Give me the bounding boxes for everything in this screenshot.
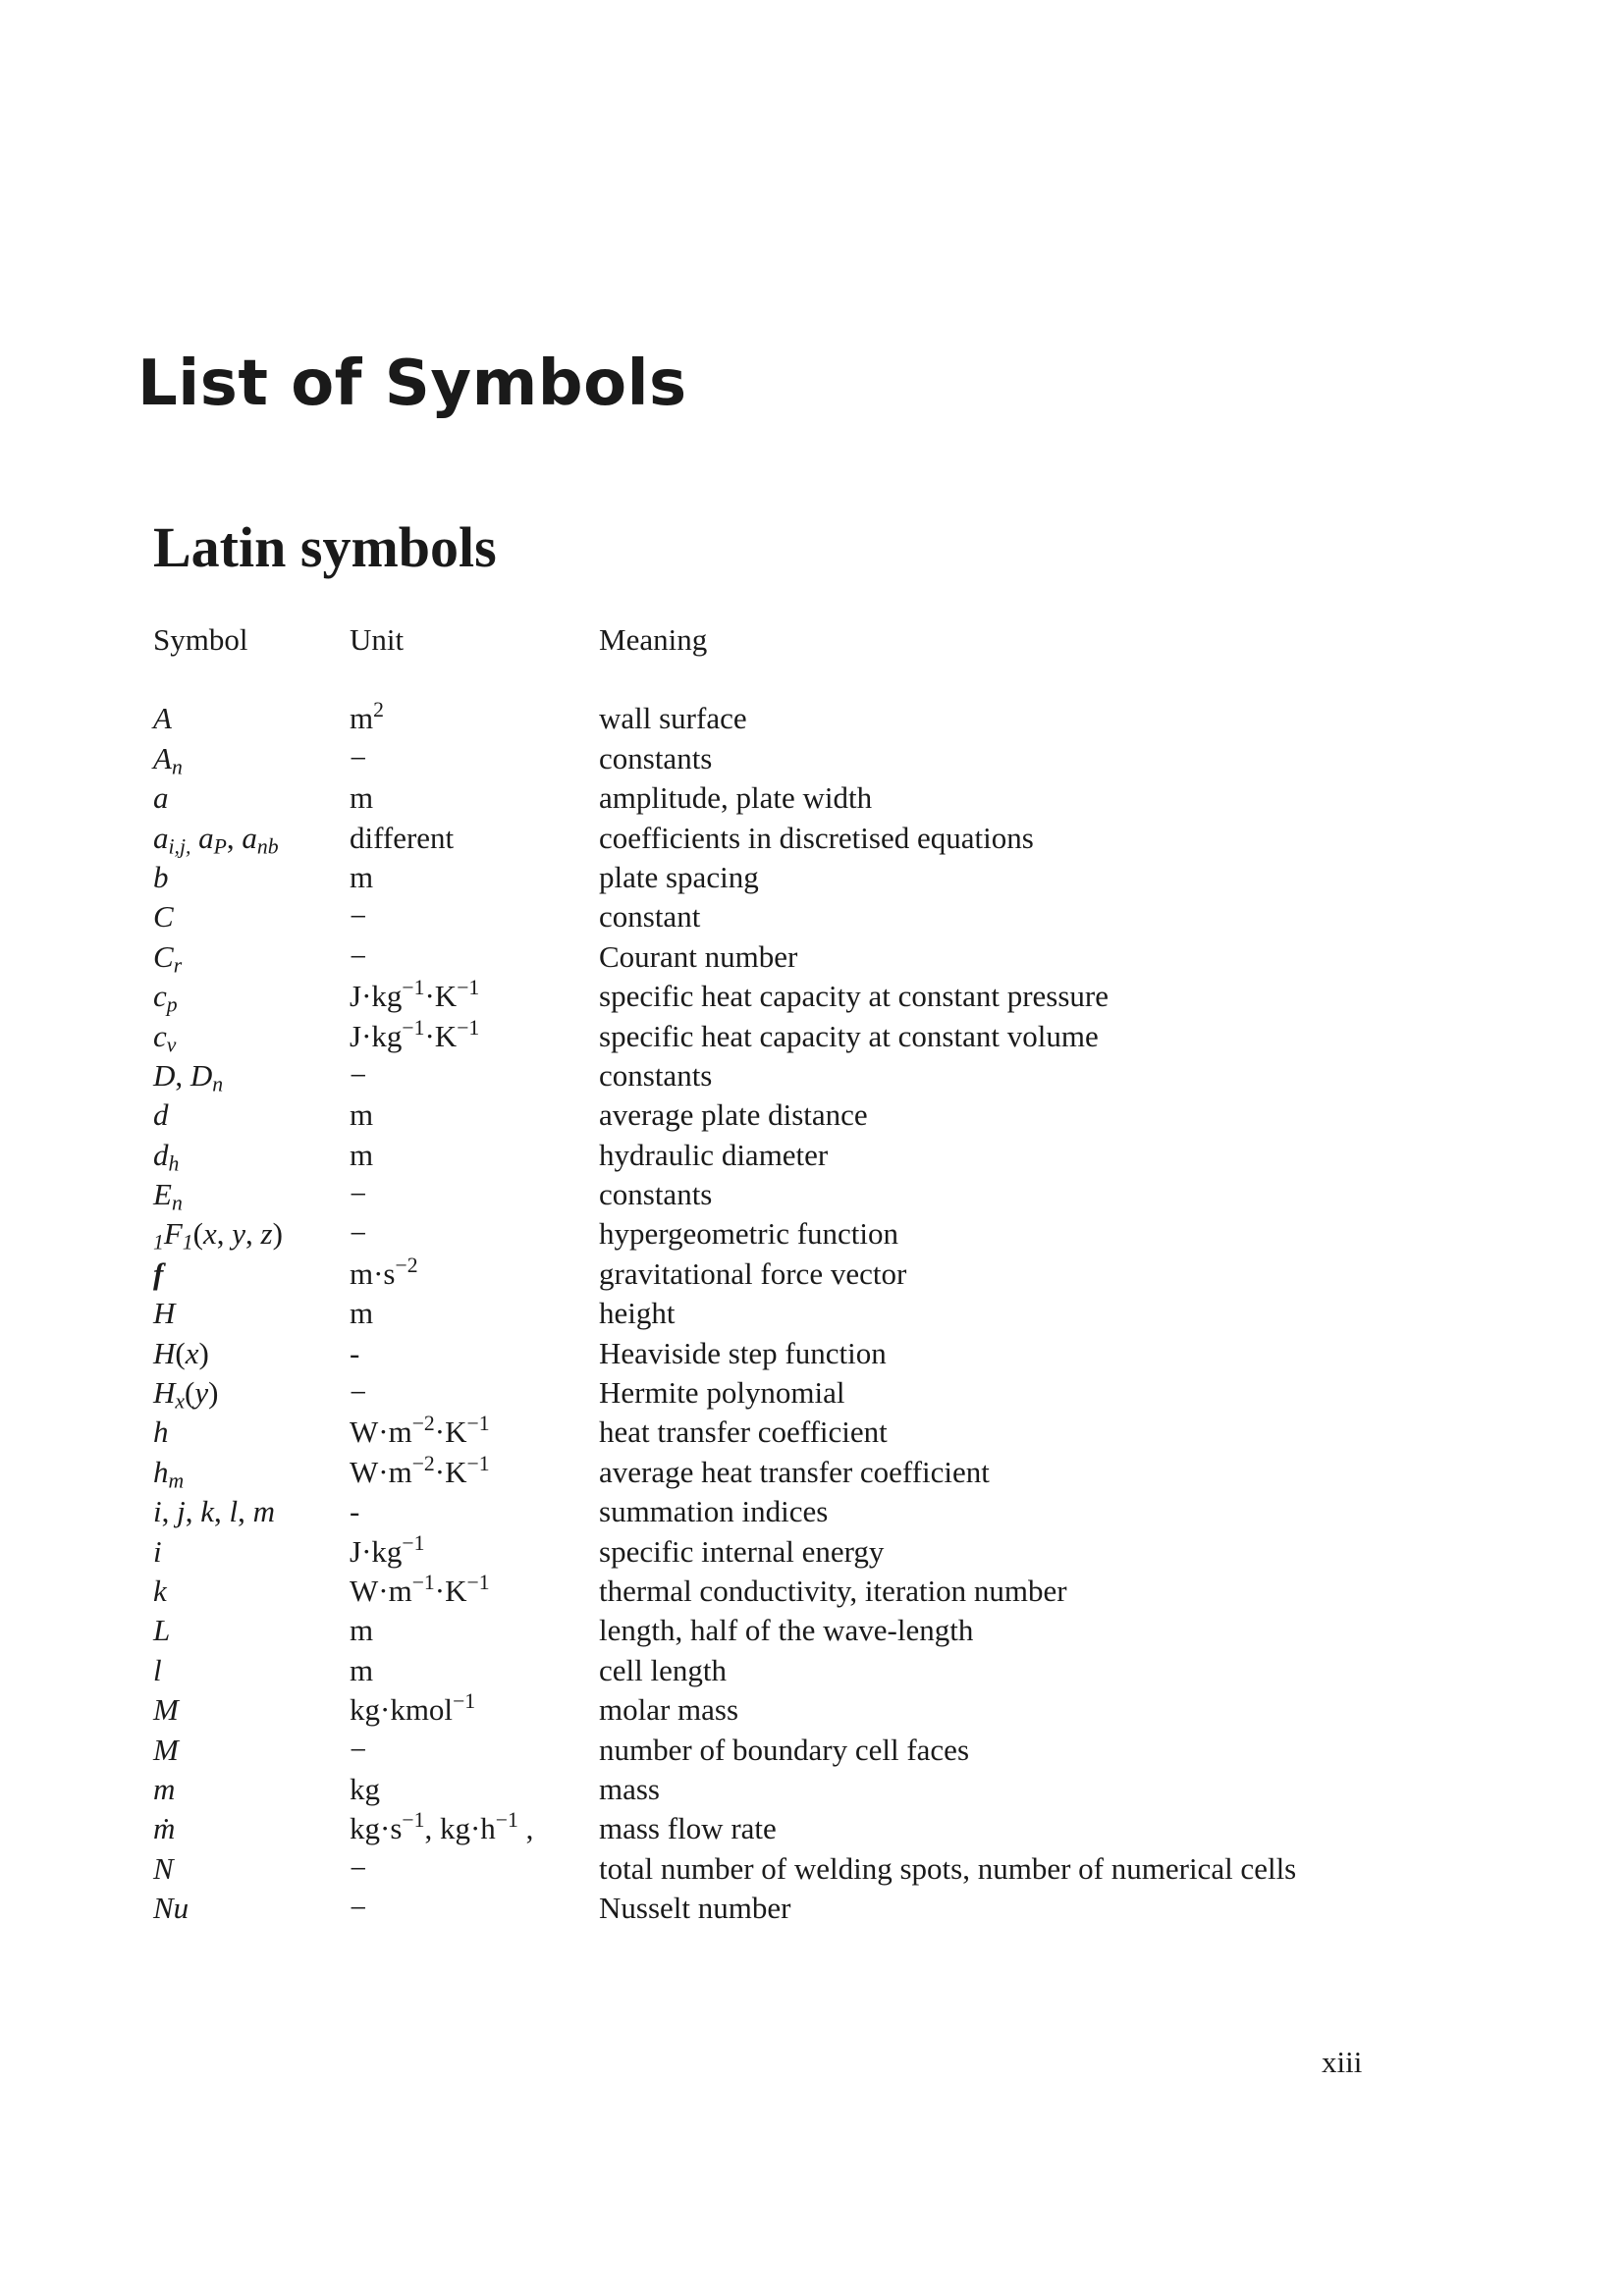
- symbol-cell: $h_m$: [153, 1454, 185, 1493]
- symbol-cell: $E_n$: [153, 1177, 183, 1215]
- meaning-cell: specific heat capacity at constant pressure: [599, 979, 1110, 1014]
- unit-cell: $J\cdot kg^{-1}\cdot K^{-1}$: [350, 1015, 480, 1053]
- unit-cell: $W\cdot m^{-2}\cdot K^{-1}$: [350, 1451, 490, 1489]
- meaning-cell: average heat transfer coefficient: [599, 1454, 990, 1489]
- symbol-cell: b: [153, 859, 169, 894]
- table-row: [153, 1611, 1463, 1650]
- meaning-cell: Heaviside step function: [599, 1335, 887, 1370]
- symbol-cell: $c_p$: [153, 979, 178, 1017]
- unit-cell: m: [350, 1137, 374, 1172]
- meaning-cell: constant: [599, 899, 701, 934]
- symbol-cell: h: [153, 1415, 169, 1450]
- meaning-cell: total number of welding spots, number of numerical cells: [599, 1850, 1297, 1886]
- symbol-cell: M: [153, 1692, 179, 1728]
- symbol-cell: H: [153, 1296, 176, 1331]
- table-row: [153, 1690, 1463, 1730]
- table-row: [153, 1175, 1463, 1214]
- symbol-cell: $a_{i,j,}$ $a_P$, $a_{nb}$: [153, 820, 279, 858]
- table-row: [153, 1809, 1463, 1848]
- meaning-cell: height: [599, 1296, 676, 1331]
- unit-cell: −: [350, 938, 367, 974]
- unit-cell: different: [350, 820, 455, 855]
- unit-cell: −: [350, 1891, 367, 1926]
- unit-cell: m: [350, 1296, 374, 1331]
- table-row: [153, 778, 1463, 818]
- unit-cell: −: [350, 1216, 367, 1252]
- unit-cell: $J\cdot kg^{-1}\cdot K^{-1}$: [350, 976, 480, 1014]
- unit-cell: m: [350, 1097, 374, 1133]
- meaning-cell: specific heat capacity at constant volume: [599, 1018, 1099, 1053]
- symbol-cell: Nu: [153, 1891, 189, 1926]
- symbol-cell: $_1F_1(x$, y, z): [153, 1216, 283, 1255]
- meaning-cell: wall surface: [599, 701, 747, 736]
- unit-cell: −: [350, 1177, 367, 1212]
- table-row: [153, 977, 1463, 1016]
- table-row: [153, 1056, 1463, 1095]
- table-row: [153, 1849, 1463, 1889]
- symbol-cell: $C_r$: [153, 938, 183, 978]
- meaning-cell: hydraulic diameter: [599, 1137, 829, 1172]
- meaning-cell: molar mass: [599, 1692, 739, 1728]
- table-row: [153, 699, 1463, 738]
- table-row: [153, 1413, 1463, 1452]
- unit-cell: kg: [350, 1771, 380, 1806]
- table-row: [153, 1136, 1463, 1175]
- symbol-cell: m: [153, 1771, 176, 1806]
- table-row: [153, 1572, 1463, 1611]
- symbol-cell: d: [153, 1097, 169, 1133]
- symbol-cell: f: [153, 1255, 164, 1291]
- meaning-cell: constants: [599, 1057, 713, 1093]
- meaning-cell: coefficients in discretised equations: [599, 820, 1034, 855]
- table-row: [153, 1532, 1463, 1572]
- table-row: [153, 1731, 1463, 1770]
- symbol-cell: $A_n$: [153, 740, 183, 779]
- table-body: [153, 699, 1463, 1928]
- symbol-cell: $d_h$: [153, 1137, 180, 1176]
- symbol-cell: L: [153, 1613, 171, 1648]
- unit-cell: $J\cdot kg^{-1}$: [350, 1530, 425, 1569]
- table-row: [153, 937, 1463, 977]
- symbol-cell: $H_x(y)$: [153, 1375, 219, 1414]
- table-row: [153, 1334, 1463, 1373]
- meaning-cell: number of boundary cell faces: [599, 1732, 970, 1767]
- symbol-cell: k: [153, 1573, 167, 1608]
- unit-cell: −: [350, 1057, 367, 1093]
- table-row: [153, 1255, 1463, 1294]
- unit-cell: -: [350, 1494, 360, 1529]
- symbol-cell: N: [153, 1850, 174, 1886]
- table-row: [153, 1214, 1463, 1254]
- symbol-cell: i, j, k, l, m: [153, 1494, 276, 1529]
- chapter-title: List of Symbols: [137, 347, 687, 420]
- symbol-table: [153, 620, 1463, 1929]
- meaning-cell: amplitude, plate width: [599, 780, 873, 816]
- meaning-cell: mass flow rate: [599, 1811, 777, 1846]
- meaning-cell: Hermite polynomial: [599, 1375, 845, 1411]
- header-unit: Unit: [350, 622, 405, 657]
- unit-cell: −: [350, 1375, 367, 1411]
- meaning-cell: heat transfer coefficient: [599, 1415, 888, 1450]
- symbol-cell: ṁ: [153, 1811, 176, 1846]
- unit-cell: kg·kmol$^{-1}$: [350, 1689, 476, 1728]
- unit-cell: $W\cdot m^{-2}\cdot K^{-1}$: [350, 1412, 490, 1450]
- table-row: [153, 1770, 1463, 1809]
- header-symbol: Symbol: [153, 622, 248, 657]
- meaning-cell: length, half of the wave-length: [599, 1613, 974, 1648]
- meaning-cell: constants: [599, 740, 713, 775]
- symbol-cell: $c_v$: [153, 1018, 177, 1056]
- symbol-cell: D, $D_n$: [153, 1057, 224, 1096]
- table-row: [153, 897, 1463, 936]
- table-header-row: [153, 620, 1463, 660]
- table-row: [153, 1453, 1463, 1492]
- meaning-cell: specific internal energy: [599, 1533, 885, 1569]
- symbol-cell: l: [153, 1652, 162, 1687]
- header-meaning: Meaning: [599, 622, 708, 657]
- meaning-cell: cell length: [599, 1652, 727, 1687]
- unit-cell: −: [350, 1850, 367, 1886]
- meaning-cell: average plate distance: [599, 1097, 868, 1133]
- unit-cell: −: [350, 1732, 367, 1767]
- meaning-cell: gravitational force vector: [599, 1255, 907, 1291]
- unit-cell: $W\cdot m^{-1}\cdot K^{-1}$: [350, 1571, 490, 1608]
- unit-cell: $kg\cdot s^{-1}$, $kg\cdot h^{-1}$ ,: [350, 1808, 534, 1846]
- table-row: [153, 1095, 1463, 1135]
- unit-cell: m: [350, 1613, 374, 1648]
- table-row: [153, 1492, 1463, 1531]
- table-row: [153, 739, 1463, 778]
- unit-cell: m: [350, 859, 374, 894]
- symbol-cell: i: [153, 1533, 162, 1569]
- section-title: Latin symbols: [153, 515, 497, 579]
- meaning-cell: thermal conductivity, iteration number: [599, 1573, 1067, 1608]
- symbol-cell: C: [153, 899, 174, 934]
- symbol-cell: H(x): [153, 1335, 209, 1370]
- table-row: [153, 1294, 1463, 1333]
- unit-cell: −: [350, 899, 367, 934]
- table-row: [153, 1651, 1463, 1690]
- unit-cell: m: [350, 1652, 374, 1687]
- unit-cell: $m^2$: [350, 698, 384, 736]
- meaning-cell: Courant number: [599, 938, 798, 974]
- unit-cell: −: [350, 740, 367, 775]
- table-row: [153, 1889, 1463, 1928]
- unit-cell: -: [350, 1335, 360, 1370]
- meaning-cell: plate spacing: [599, 859, 759, 894]
- meaning-cell: hypergeometric function: [599, 1216, 899, 1252]
- meaning-cell: mass: [599, 1771, 660, 1806]
- meaning-cell: summation indices: [599, 1494, 829, 1529]
- table-row: [153, 819, 1463, 858]
- page-number: xiii: [1322, 2045, 1363, 2079]
- table-row: [153, 1373, 1463, 1413]
- meaning-cell: Nusselt number: [599, 1891, 791, 1926]
- symbol-cell: M: [153, 1732, 179, 1767]
- symbol-cell: a: [153, 780, 169, 816]
- unit-cell: $m\cdot s^{-2}$: [350, 1253, 418, 1291]
- unit-cell: m: [350, 780, 374, 816]
- table-row: [153, 1017, 1463, 1056]
- table-row: [153, 858, 1463, 897]
- symbol-cell: A: [153, 701, 172, 736]
- meaning-cell: constants: [599, 1177, 713, 1212]
